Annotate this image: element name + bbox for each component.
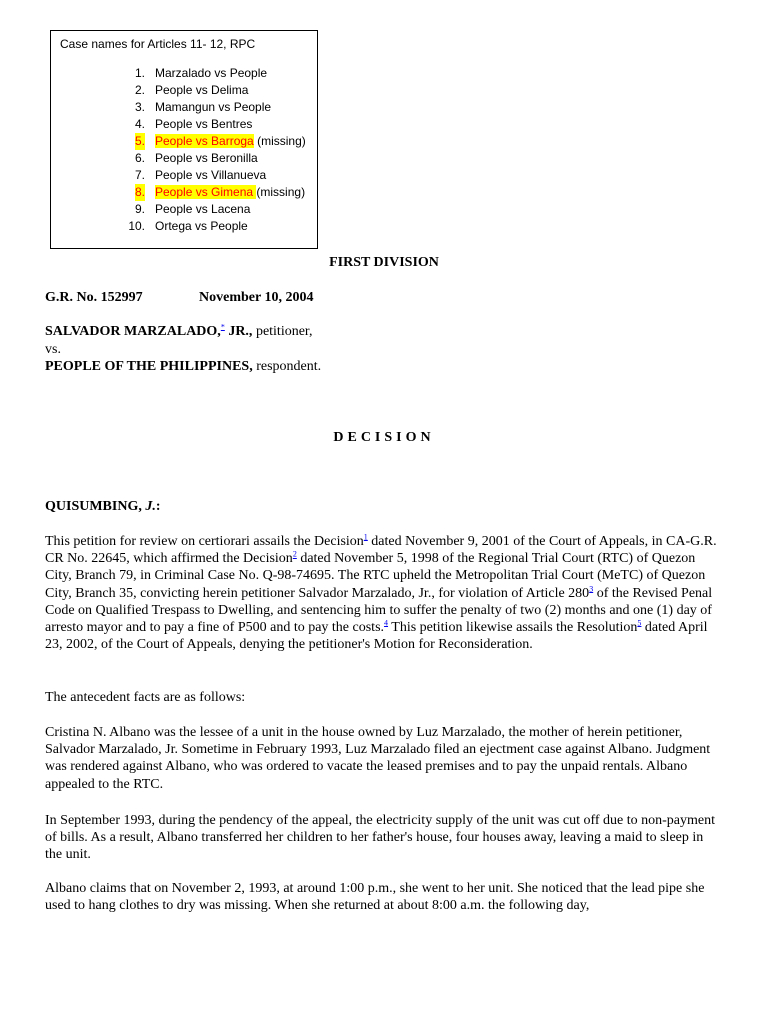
case-number: 2. bbox=[134, 83, 145, 97]
case-name-text: Ortega vs People bbox=[155, 219, 248, 233]
case-list-item bbox=[51, 167, 319, 184]
case-name bbox=[155, 218, 248, 235]
case-list-item bbox=[51, 184, 319, 201]
ponente-name: QUISUMBING, bbox=[45, 499, 142, 514]
case-name-text: People vs Beronilla bbox=[155, 151, 258, 165]
case-name-text: Mamangun vs People bbox=[155, 100, 272, 114]
paragraph-2: The antecedent facts are as follows: bbox=[45, 690, 246, 705]
footnote-3-link[interactable]: 3 bbox=[589, 583, 594, 593]
case-list-item bbox=[51, 99, 319, 116]
case-name bbox=[155, 184, 305, 201]
case-name-text: People vs Barroga bbox=[155, 134, 254, 148]
gr-line bbox=[45, 290, 314, 306]
decision-date: November 10, 2004 bbox=[199, 290, 314, 305]
case-name bbox=[155, 99, 271, 116]
case-number: 4. bbox=[134, 117, 145, 131]
paragraph-1 bbox=[45, 533, 721, 653]
footnote-5-link[interactable]: 5 bbox=[637, 618, 642, 628]
case-name bbox=[155, 133, 306, 150]
case-number: 9. bbox=[134, 202, 145, 216]
case-number: 1. bbox=[134, 66, 145, 80]
p1-text-d: of the Revised Penal Code on Qualified Trespass to Dwelling, and sentencing him to suffer the penalty of two (2) months and one (1) day of arresto mayor and to pay a fine of P500 and to pay the costs. bbox=[45, 585, 713, 636]
case-list-item bbox=[51, 65, 319, 82]
p1-text-b: dated November 9, 2001 of the Court of Appeals, in CA-G.R. CR No. 22645, which affirmed the Decision bbox=[45, 534, 717, 567]
footnote-star-link[interactable]: * bbox=[220, 322, 225, 332]
paragraph-4: In September 1993, during the pendency of the appeal, the electricity supply of the unit was cut off due to non-payment of bills. As a result, Albano transferred her children to her father's house, four houses away, leaving a maid to sleep in the unit. bbox=[45, 813, 715, 863]
p1-text-a: This petition for review on certiorari assails the Decision bbox=[45, 534, 364, 549]
petitioner-suffix: JR., bbox=[224, 324, 253, 339]
division-heading: FIRST DIVISION bbox=[329, 255, 439, 270]
footnote-4-link[interactable]: 4 bbox=[384, 618, 389, 628]
case-name bbox=[155, 201, 250, 218]
gr-number: G.R. No. 152997 bbox=[45, 290, 143, 305]
case-number: 6. bbox=[134, 151, 145, 165]
p1-text-c: dated November 5, 1998 of the Regional Trial Court (RTC) of Quezon City, Branch 79, in Criminal Case No. Q-98-74695. The RTC upheld the Metropolitan Trial Court (MeTC) of Quezon City, Branch 35, convicting herein petitioner Salvador Marzalado, Jr., for violation of Article 280 bbox=[45, 551, 706, 601]
case-list-item bbox=[51, 133, 319, 150]
case-list-item bbox=[51, 116, 319, 133]
case-list-item bbox=[51, 82, 319, 99]
footnote-2-link[interactable]: 2 bbox=[292, 549, 297, 559]
respondent-name: PEOPLE OF THE PHILIPPINES, bbox=[45, 359, 253, 374]
case-list-item bbox=[51, 150, 319, 167]
case-name bbox=[155, 150, 258, 167]
case-box-title: Case names for Articles 11- 12, RPC bbox=[60, 37, 256, 51]
case-name-text: People vs Villanueva bbox=[155, 168, 267, 182]
ponente-initial: J. bbox=[145, 499, 156, 514]
p1-text-f: dated April 23, 2002, of the Court of Appeals, denying the petitioner's Motion for Reconsideration. bbox=[45, 620, 708, 653]
case-number: 10. bbox=[128, 219, 145, 233]
case-list bbox=[51, 65, 319, 235]
case-name-text: People vs Gimena bbox=[155, 185, 257, 199]
case-number: 8. bbox=[134, 185, 145, 199]
paragraph-3: Cristina N. Albano was the lessee of a unit in the house owned by Luz Marzalado, the mother of herein petitioner, Salvador Marzalado, Jr. Sometime in February 1993, Luz Marzalado filed an ejectment case against Albano. Judgment was rendered against Albano, who was ordered to vacate the leased premises and to pay the unpaid rentals. Albano appealed to the RTC. bbox=[45, 725, 711, 792]
case-name-text: Marzalado vs People bbox=[155, 66, 268, 80]
case-name bbox=[155, 82, 248, 99]
case-number: 5. bbox=[134, 134, 145, 148]
versus-line: vs. bbox=[45, 342, 61, 357]
case-list-item bbox=[51, 218, 319, 235]
case-name bbox=[155, 65, 267, 82]
petitioner-name: SALVADOR MARZALADO, bbox=[45, 324, 221, 339]
respondent-line bbox=[45, 359, 321, 375]
ponente bbox=[45, 499, 161, 515]
footnote-1-link[interactable]: 1 bbox=[363, 532, 368, 542]
case-number: 7. bbox=[134, 168, 145, 182]
case-name-text: People vs Bentres bbox=[155, 117, 253, 131]
case-names-box bbox=[50, 30, 318, 249]
case-number: 3. bbox=[134, 100, 145, 114]
petitioner-role: petitioner, bbox=[252, 324, 313, 339]
decision-title: DECISION bbox=[333, 430, 435, 445]
case-note: (missing) bbox=[256, 185, 306, 199]
respondent-role: respondent. bbox=[252, 359, 322, 374]
case-name bbox=[155, 116, 252, 133]
p1-text-e: This petition likewise assails the Resolution bbox=[388, 620, 638, 636]
case-note: (missing) bbox=[257, 134, 306, 148]
petitioner-line bbox=[45, 324, 313, 340]
case-list-item bbox=[51, 201, 319, 218]
ponente-colon: : bbox=[155, 499, 161, 514]
case-name-text: People vs Delima bbox=[155, 83, 249, 97]
case-name bbox=[155, 167, 266, 184]
case-name-text: People vs Lacena bbox=[155, 202, 251, 216]
paragraph-5: Albano claims that on November 2, 1993, at around 1:00 p.m., she went to her unit. She noticed that the lead pipe she used to hang clothes to dry was missing. When she returned at about 8:00 a.m. the following day, bbox=[45, 881, 705, 914]
